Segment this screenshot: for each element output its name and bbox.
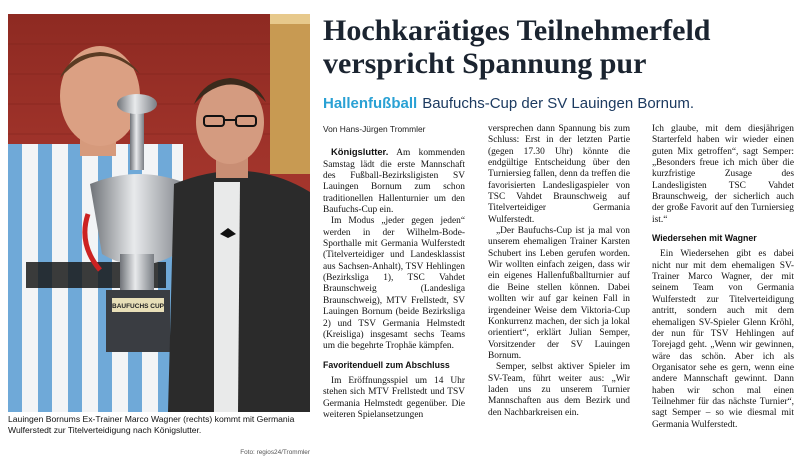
photo-caption-text: Lauingen Bornums Ex-Trainer Marco Wagner (rechts) kommt mit Germania Wulferstedt zur Titelverteidigung nach Königslutter. xyxy=(8,414,295,436)
paragraph: versprechen dann Spannung bis zum Schluss: Erst in der letzten Partie (gegen 17.30 Uhr) könnte die endgültige Entscheidung über den Turniersieg fallen, denn da treffen die favorisierten Landesligaspieler von TSC Vahdet Braunschweig auf Titelverteidiger Germania Wulferstedt. xyxy=(488,124,630,225)
photo-credit: Foto: regios24/Trommler xyxy=(240,448,310,456)
kicker-text: Baufuchs-Cup der SV Lauingen Bornum. xyxy=(422,95,695,112)
paragraph: „Der Baufuchs-Cup ist ja mal von unserem ehemaligen Trainer Karsten Schubert ins Leben gerufen worden. Wir wollten einfach zeigen, dass wir ein eigenes Hallenfußballturnier auf die Beine stellen können. Dabei wollten wir auf gar keinen Fall in irgendeiner Weise dem Viktoria-Cup Konkurrenz machen, der sich ja lokal orientiert“, erklärt Julian Semper, Vorsitzender der SV Lauingen Bornum. xyxy=(488,226,630,361)
photo-illustration xyxy=(8,14,310,412)
paragraph: Semper, selbst aktiver Spieler im SV-Team, führt weiter aus: „Wir laden uns zu unserem Turnier Mannschaften aus dem Bezirk und den Nachbarkreisen ein. xyxy=(488,362,630,418)
kicker-category: Hallenfußball xyxy=(323,95,418,112)
article-author: Von Hans-Jürgen Trommler xyxy=(323,124,426,134)
article-photo xyxy=(8,14,310,412)
paragraph: Im Eröffnungsspiel um 14 Uhr stehen sich MTV Frellstedt und TSV Germania Helmstedt gegenüber. Die weiteren Spielansetzungen xyxy=(323,375,465,420)
trophy-plaque-label: BAUFUCHS CUP xyxy=(112,303,164,310)
paragraph: Königslutter. Am kommenden Samstag lädt die erste Mannschaft des Fußball-Bezirksligisten SV Lauingen Bornum zum schon traditionellen Hallenturnier um den Baufuchs-Cup ein. xyxy=(323,146,465,216)
subheading: Favoritenduell zum Abschluss xyxy=(323,359,450,370)
photo-caption xyxy=(8,414,310,462)
paragraph: Im Modus „jeder gegen jeden“ werden in der Wilhelm-Bode-Sporthalle mit Germania Wulferstedt (Titelverteidiger und Landesklassist aus Sachsen-Anhalt), TSV Hehlingen (Bezirksliga 1), TSC Vahdet Braunschweig (Landesliga Braunschweig), MTV Frellstedt, SV Lauingen Bornum (beide Bezirksliga 2) und TSV Germania Helmstedt (Kreisliga) insgesamt sechs Teams um die begehrte Trophäe kämpfen. xyxy=(323,216,465,352)
article-headline: Hochkarätiges Teilnehmerfeld verspricht Spannung pur xyxy=(323,14,711,80)
paragraph: Ich glaube, mit dem diesjährigen Starterfeld haben wir wieder einen guten Mix getroffen“, sagt Semper: „Besonders freue ich mich über die kurzfristige Zusage des Landesligisten TSC Vahdet Braunschweig, der sicherlich auch der große Favorit auf den Turniersieg ist.“ xyxy=(652,124,794,225)
article-column-1 xyxy=(323,124,465,421)
article-kicker xyxy=(323,95,793,113)
dateline: Königslutter. xyxy=(331,146,389,158)
article-column-2 xyxy=(488,124,630,419)
subheading: Wiedersehen mit Wagner xyxy=(652,233,757,244)
article-column-3 xyxy=(652,124,794,431)
paragraph: Ein Wiedersehen gibt es dabei nicht nur mit dem ehemaligen SV-Trainer Marco Wagner, der mit seinem Team von Germania Wulferstedt zur Titelverteidigung antritt, sondern auch mit dem ehemaligen SV-Spieler Glenn Kröhl, der nun für TSV Hehlingen auf Torejagd geht. „Wenn wir gewinnen, wäre das schön. Aber ich als Organisator sehe es gern, wenn eine andere Mannschaft gewinnt. Dann haben wir schon mal einen Teilnehmer für das nächste Turnier“, sagt Semper – so wie diesmal mit Germania Wulferstedt. xyxy=(652,249,794,430)
